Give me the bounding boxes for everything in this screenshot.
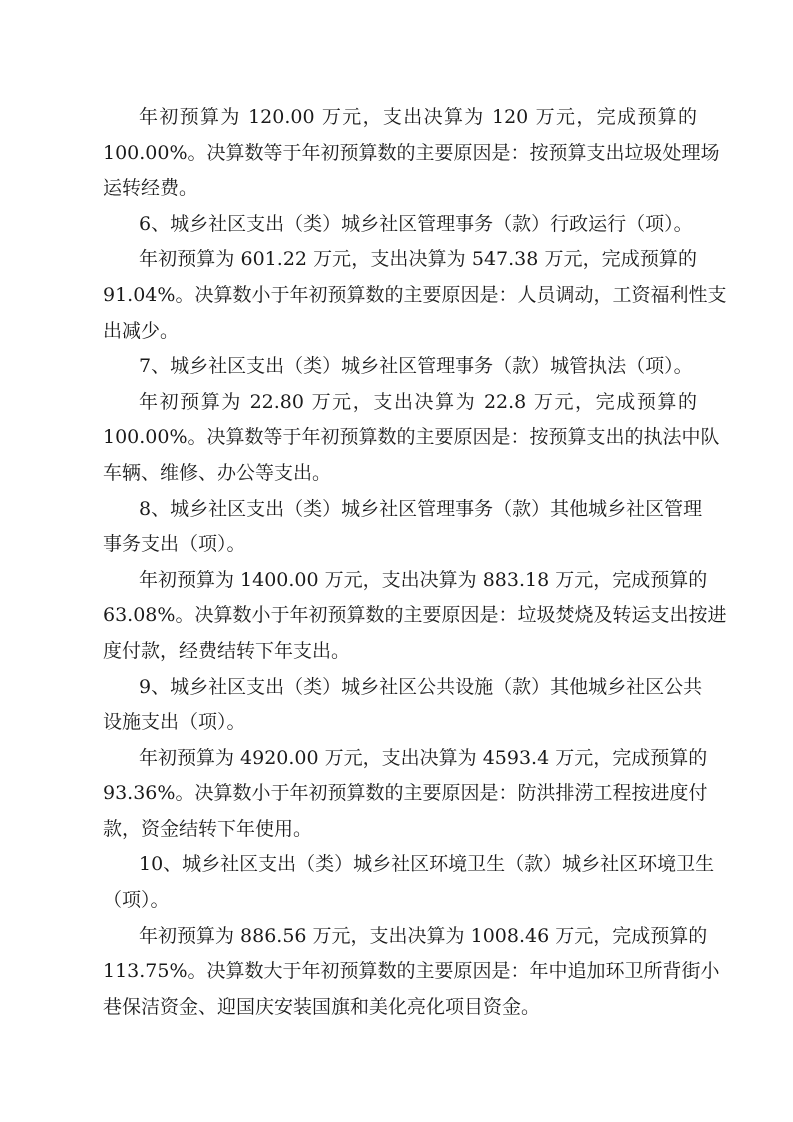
paragraph bbox=[103, 385, 720, 492]
section-heading bbox=[103, 349, 697, 385]
text-line: 事务支出（项）。 bbox=[103, 533, 246, 556]
text-line: 巷保洁资金、迎国庆安装国旗和美化亮化项目资金。 bbox=[103, 995, 541, 1018]
section-heading bbox=[103, 670, 703, 741]
text-line: 设施支出（项）。 bbox=[103, 711, 246, 734]
section-heading bbox=[103, 207, 697, 243]
text-line: 运转经费。 bbox=[103, 177, 199, 200]
text-line: 度付款，经费结转下年支出。 bbox=[103, 639, 351, 662]
paragraph bbox=[103, 100, 720, 207]
text-line: 年初预算为 22.80 万元，支出决算为 22.8 万元，完成预算的 bbox=[139, 390, 697, 413]
text-line: 年初预算为 4920.00 万元，支出决算为 4593.4 万元，完成预算的 bbox=[139, 746, 708, 769]
text-line: 年初预算为 120.00 万元，支出决算为 120 万元，完成预算的 bbox=[139, 106, 697, 128]
text-line: 6、城乡社区支出（类）城乡社区管理事务（款）行政运行（项）。 bbox=[139, 212, 693, 235]
text-line: 91.04%。决算数小于年初预算数的主要原因是：人员调动，工资福利性支 bbox=[103, 283, 727, 306]
paragraph bbox=[103, 242, 727, 349]
text-line: 100.00%。决算数等于年初预算数的主要原因是：按预算支出的执法中队 bbox=[103, 426, 720, 449]
paragraph bbox=[103, 563, 727, 670]
section-heading bbox=[103, 847, 715, 918]
text-line: 年初预算为 886.56 万元，支出决算为 1008.46 万元，完成预算的 bbox=[139, 924, 708, 947]
section-heading bbox=[103, 492, 703, 563]
text-line: 出减少。 bbox=[103, 319, 180, 342]
text-line: 车辆、维修、办公等支出。 bbox=[103, 461, 332, 484]
text-line: 10、城乡社区支出（类）城乡社区环境卫生（款）城乡社区环境卫生 bbox=[139, 853, 715, 876]
document-page bbox=[103, 100, 727, 1025]
text-line: 款，资金结转下年使用。 bbox=[103, 817, 313, 840]
text-line: 7、城乡社区支出（类）城乡社区管理事务（款）城管执法（项）。 bbox=[139, 355, 693, 378]
text-line: 年初预算为 1400.00 万元，支出决算为 883.18 万元，完成预算的 bbox=[139, 568, 708, 591]
text-line: 93.36%。决算数小于年初预算数的主要原因是：防洪排涝工程按进度付 bbox=[103, 782, 708, 805]
text-line: 8、城乡社区支出（类）城乡社区管理事务（款）其他城乡社区管理 bbox=[139, 497, 703, 520]
paragraph bbox=[103, 741, 708, 848]
text-line: 100.00%。决算数等于年初预算数的主要原因是：按预算支出垃圾处理场 bbox=[103, 141, 720, 164]
paragraph bbox=[103, 919, 720, 1026]
text-line: （项）。 bbox=[103, 889, 170, 912]
text-line: 9、城乡社区支出（类）城乡社区公共设施（款）其他城乡社区公共 bbox=[139, 675, 703, 698]
text-line: 113.75%。决算数大于年初预算数的主要原因是：年中追加环卫所背街小 bbox=[103, 960, 720, 983]
text-line: 年初预算为 601.22 万元，支出决算为 547.38 万元，完成预算的 bbox=[139, 248, 697, 271]
text-line: 63.08%。决算数小于年初预算数的主要原因是：垃圾焚烧及转运支出按进 bbox=[103, 604, 727, 627]
